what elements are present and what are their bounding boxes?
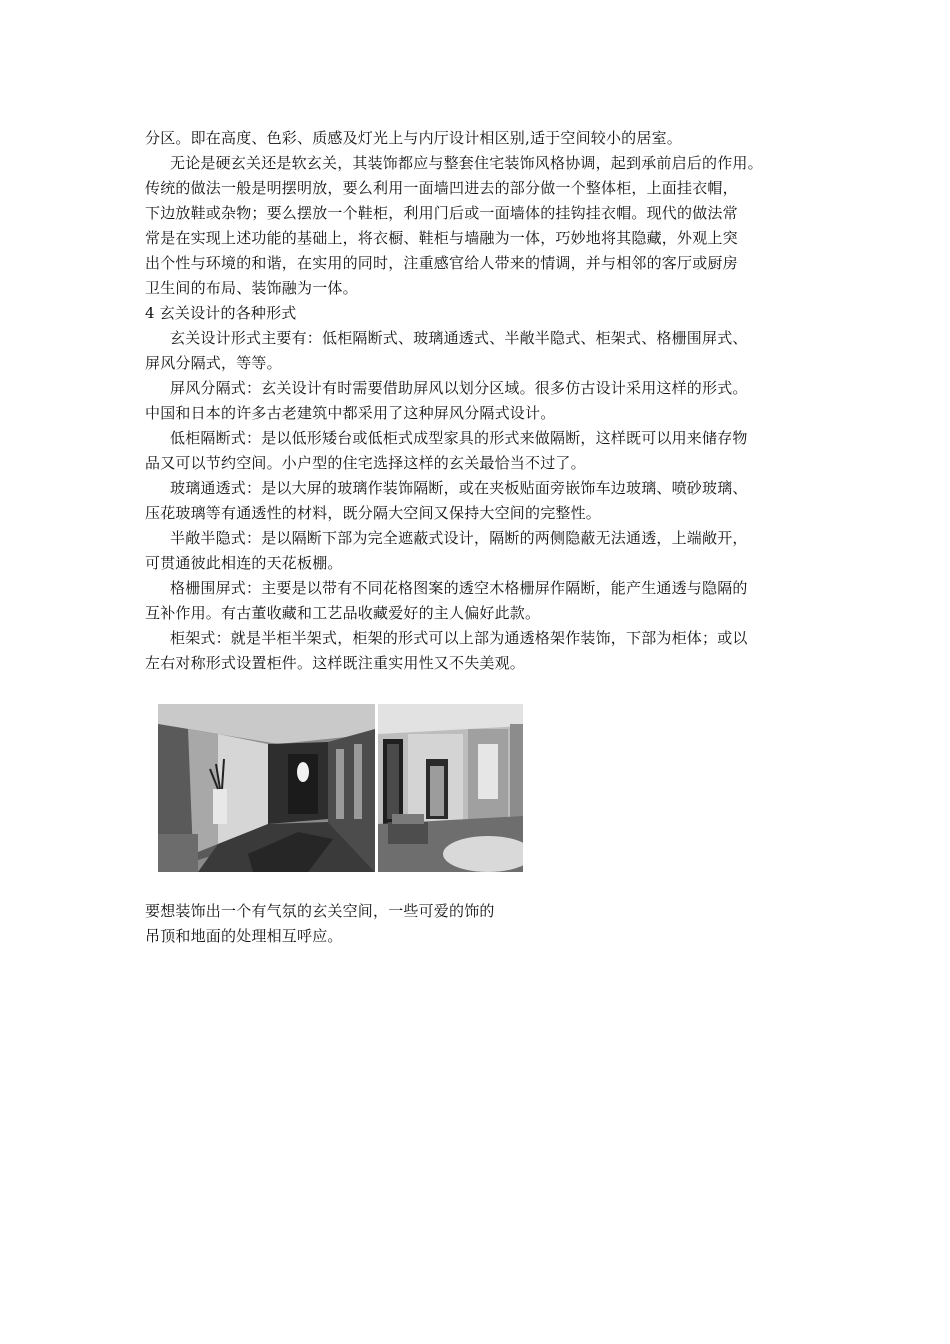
- paragraph-line: 传统的做法一般是明摆明放，要么利用一面墙凹进去的部分做一个整体柜，上面挂衣帽，: [145, 179, 738, 197]
- paragraph-line: 屏风分隔式：玄关设计有时需要借助屏风以划分区域。很多仿古设计采用这样的形式。: [170, 379, 748, 397]
- paragraph-line: 无论是硬玄关还是软玄关，其装饰都应与整套住宅装饰风格协调，起到承前启后的作用。: [170, 154, 763, 172]
- paragraph-line: 屏风分隔式，等等。: [145, 354, 282, 372]
- entryway-photo-left: [158, 704, 375, 872]
- section-heading: 4 玄关设计的各种形式: [145, 304, 297, 322]
- paragraph-line: 出个性与环境的和谐，在实用的同时，注重感官给人带来的情调，并与相邻的客厅或厨房: [145, 254, 738, 272]
- paragraph-line: 格栅围屏式：主要是以带有不同花格图案的透空木格栅屏作隔断，能产生通透与隐隔的: [170, 579, 748, 597]
- paragraph-line: 常是在实现上述功能的基础上，将衣橱、鞋柜与墙融为一体，巧妙地将其隐藏，外观上突: [145, 229, 738, 247]
- paragraph-line: 互补作用。有古董收藏和工艺品收藏爱好的主人偏好此款。: [145, 604, 541, 622]
- paragraph-line: 玄关设计形式主要有：低柜隔断式、玻璃通透式、半敞半隐式、柜架式、格栅围屏式、: [170, 329, 748, 347]
- paragraph-line: 要想装饰出一个有气氛的玄关空间，一些可爱的饰的: [145, 902, 495, 920]
- paragraph-line: 玻璃通透式：是以大屏的玻璃作装饰隔断，或在夹板贴面旁嵌饰车边玻璃、喷砂玻璃、: [170, 479, 748, 497]
- paragraph-line: 下边放鞋或杂物；要么摆放一个鞋柜，利用门后或一面墙体的挂钩挂衣帽。现代的做法常: [145, 204, 738, 222]
- paragraph-line: 低柜隔断式：是以低形矮台或低柜式成型家具的形式来做隔断，这样既可以用来储存物: [170, 429, 748, 447]
- paragraph-line: 左右对称形式设置柜件。这样既注重实用性又不失美观。: [145, 654, 526, 672]
- paragraph-line: 压花玻璃等有通透性的材料，既分隔大空间又保持大空间的完整性。: [145, 504, 602, 522]
- paragraph-line: 柜架式：就是半柜半架式，柜架的形式可以上部为通透格架作装饰，下部为柜体；或以: [170, 629, 748, 647]
- paragraph-line: 品又可以节约空间。小户型的住宅选择这样的玄关最恰当不过了。: [145, 454, 586, 472]
- paragraph-line: 卫生间的布局、装饰融为一体。: [145, 279, 358, 297]
- paragraph-line: 半敞半隐式：是以隔断下部为完全遮蔽式设计，隔断的两侧隐蔽无法通透，上端敞开，: [170, 529, 748, 547]
- paragraph-line: 中国和日本的许多古老建筑中都采用了这种屏风分隔式设计。: [145, 404, 556, 422]
- paragraph-line: 吊顶和地面的处理相互呼应。: [145, 927, 343, 945]
- paragraph-line: 可贯通彼此相连的天花板棚。: [145, 554, 343, 572]
- paragraph-line: 分区。即在高度、色彩、质感及灯光上与内厅设计相区别,适于空间较小的居室。: [145, 129, 682, 147]
- entryway-photo-right: [378, 704, 523, 872]
